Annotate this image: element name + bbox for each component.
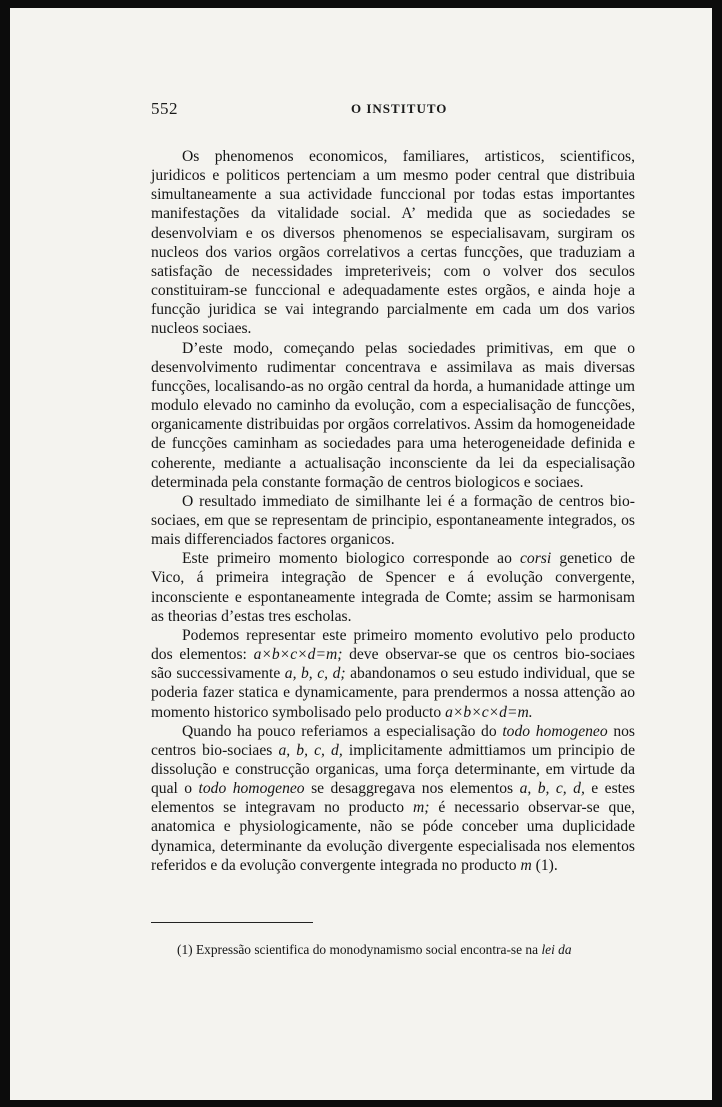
paragraph-6-m-1: m;	[412, 799, 430, 817]
paragraph-6-text-c: implicitamente admittiamos um principio de dissolução e construcção organicas, uma força determinante, em virtude da qual o	[151, 741, 635, 798]
paragraph-6-text-e: e estes elementos se integravam no producto	[151, 780, 635, 817]
paragraph-5-formula-1: a×b×c×d=m;	[253, 646, 343, 664]
footnote-divider	[151, 922, 313, 923]
paragraph-6-m-2: m	[520, 856, 532, 874]
running-title: O INSTITUTO	[351, 101, 448, 116]
paragraph-6-text-d: se desaggregava nos elementos	[311, 780, 514, 798]
paragraph-5	[151, 626, 635, 722]
paragraph-6	[151, 722, 635, 875]
footnote-text: (1) Expressão scientifica do monodynamismo social encontra-se na	[177, 942, 539, 957]
paragraph-4-corsi: corsi	[520, 550, 552, 568]
paragraph-4-text-a: Este primeiro momento biologico corresponde ao	[182, 550, 512, 568]
paragraph-6-letters-1: a, b, c, d,	[278, 741, 343, 759]
paragraph-5-text-b: deve observar-se que os centros bio-sociaes são successivamente	[151, 646, 635, 683]
paragraph-6-text-b: nos centros bio-sociaes	[151, 722, 635, 759]
paragraph-6-text-a: Quando ha pouco referiamos a especialisação do	[182, 722, 497, 740]
paragraph-6-todo-1: todo homogeneo	[502, 722, 608, 740]
page-header	[151, 99, 631, 123]
footnote-italic: lei da	[541, 942, 572, 957]
footnote	[151, 941, 635, 958]
paragraph-6-todo-2: todo homogeneo	[198, 780, 305, 798]
paragraph-1: Os phenomenos economicos, familiares, artisticos, scientificos, juridicos e politicos pertenciam a um mesmo poder central que distribuia simultaneamente a sua actividade funccional por todas estas importantes manifestações da vitalidade social. A’ medida que as sociedades se desenvolviam e os diversos phenomenos se especialisavam, surgiram os nucleos dos varios orgãos correlativos a certas funcções, que traduziam a satisfação de necessidades impreteriveis; com o volver dos seculos constituiram-se funccional e adequadamente estes orgãos, e ainda hoje a funcção juridica se vai integrando parcialmente em cada um dos varios nucleos sociaes.	[151, 148, 635, 338]
book-page	[10, 8, 712, 1100]
paragraph-6-letters-2: a, b, c, d,	[519, 780, 585, 798]
paragraph-4-text-b: genetico de Vico, á primeira integração de Spencer e á evolução convergente, inconsciente e espontaneamente integrada de Comte; assim se harmonisam as theorias d’estas tres escholas.	[151, 550, 635, 625]
paragraph-6-text-g: (1).	[535, 856, 558, 874]
paragraph-2: D’este modo, começando pelas sociedades primitivas, em que o desenvolvimento rudimentar concentrava e assimilava as mais diversas funcções, localisando-as no orgão central da horda, a humanidade attinge um modulo elevado no caminho da evolução, com a especialisação de funcções, organicamente distribuidas por orgãos correlativos. Assim da homogeneidade de funcções caminham as sociedades para uma heterogeneidade definida e coherente, mediante a actualisação inconsciente da lei da especialisação determinada pela constante formação de centros biologicos e sociaes.	[151, 339, 635, 491]
paragraph-5-text-a: Podemos representar este primeiro momento evolutivo pelo producto dos elementos:	[151, 626, 635, 664]
paragraph-5-formula-2: a×b×c×d=m.	[445, 703, 533, 721]
paragraph-5-letters: a, b, c, d;	[284, 665, 346, 683]
body-text	[151, 147, 635, 875]
paragraph-3: O resultado immediato de similhante lei é a formação de centros bio-sociaes, em que se representam de principio, espontaneamente integrados, os mais differenciados factores organicos.	[151, 492, 635, 549]
paragraph-4	[151, 549, 635, 626]
paragraph-5-text-c: abandonamos o seu estudo individual, que se poderia fazer statica e dynamicamente, para prendermos a nossa attenção ao momento historico symbolisado pelo producto	[151, 665, 635, 721]
page-number: 552	[151, 99, 178, 118]
paragraph-6-text-f: é necessario observar-se que, anatomica e physiologicamente, não se póde conceber uma duplicidade dynamica, determinante da evolução divergente especialisada nos elementos referidos e da evolução convergente integrada no producto	[151, 799, 635, 874]
